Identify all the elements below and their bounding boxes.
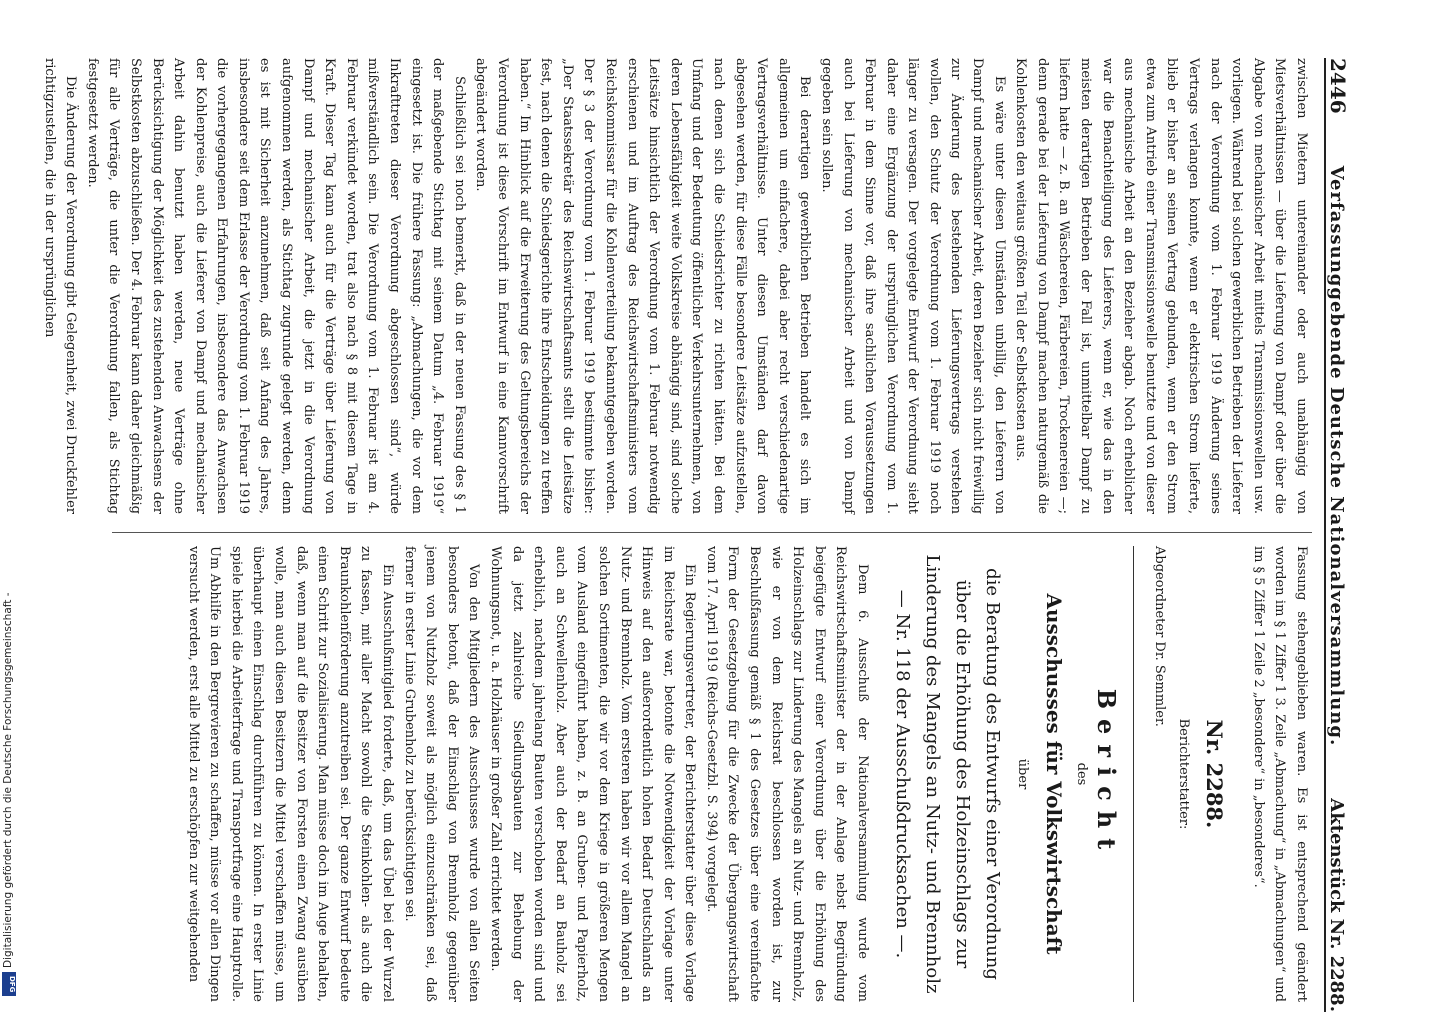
committee-name: Ausschusses für Volkswirtschaft xyxy=(1042,593,1067,955)
paragraph: Bei derartigen gewerblichen Betrieben handelt es sich im allgemeinen um einfachere, dabei aber recht verschiedenartige Vertragsverhältnisse. Unter diesen Umständen darf davon abgesehen werden, für diese Fälle besondere Leitsätze aufzustellen, nach denen sich die Schiedsrichter zu richten hätten. Bei dem Umfang und der Bedeutung öffentlicher Verkehrsunternehmen, von deren Lebensfähigkeit weite Volkskreise abhängig sind, sind solche Leitsätze hinsichtlich der Verordnung vom 1. Februar notwendig erschienen und im Auftrag des Reichswirtschaftsministers vom Reichskommissar für die Kohlenverteilung bekanntgegeben worden. Der § 3 der Verordnung vom 1. Februar 1919 bestimmte bisher: „Der Staatssekretär des Reichswirtschaftsamts stellt die Leitsätze fest, nach denen die Schiedsgerichte ihre Entscheidungen zu treffen haben.“ Im Hinblick auf die Erweiterung des Geltungsbereichs der Verordnung ist diese Vorschrift im Entwurf in eine Kannvorschrift abgeändert worden. xyxy=(473,58,813,514)
page-number: 2446 xyxy=(1326,58,1350,114)
document-reference: Aktenstück Nr. 2288. xyxy=(1326,798,1347,1012)
document-number: Nr. 2288. xyxy=(1202,719,1228,829)
journal-title: Verfassunggebende Deutsche Nationalversammlung. xyxy=(1326,165,1347,747)
funding-notice: Digitalisierung gefördert durch die Deutsche Forschungsgemeinschaft - xyxy=(2,592,14,968)
column-divider xyxy=(112,532,1312,533)
paragraph: Von den Mitgliedern des Ausschusses wurde von allen Seiten besonders betont, daß der Einschlag von Brennholz gegenüber jenem von Nutzholz soweit als möglich einzuschränken sei, daß ferner in erster Linie Grubenholz zu berücksichtigen sei. xyxy=(401,546,482,1002)
paragraph: Dem 6. Ausschuß der Nationalversammlung wurde vom Reichswirtschaftsminister der in der Anlage nebst Begründung beigefügte Entwurf einer Verordnung über die Erhöhung des Holzeinschlags zur Linderung des Mangels an Nutz- und Brennholz, wie er von dem Reichsrat beschlossen worden ist, zur Beschlußfassung gemäß § 1 des Gesetzes über eine vereinfachte Form der Gesetzgebung für die Zwecke der Übergangswirtschaft vom 17. April 1919 (Reichs-Gesetzbl. S. 394) vorgelegt. xyxy=(703,546,871,1002)
paragraph: Die Änderung der Verordnung gibt Gelegenheit, zwei Druckfehler richtigzustellen, die in der ursprünglichen xyxy=(41,58,79,514)
reporter-label: Berichterstatter: xyxy=(1175,718,1191,830)
left-column xyxy=(38,58,1312,514)
report-subject: die Beratung des Entwurfs einer Verordnung über die Erhöhung des Holzeinschlags zur Linderung des Mangels an Nutz- und Brennholz — Nr. 118 der Ausschußdrucksachen —. xyxy=(892,554,1004,994)
reporter-name: Abgeordneter Dr. Semmler. xyxy=(1152,546,1168,727)
paragraph: Fassung stehengeblieben waren. Es ist entsprechend geändert worden im § 1 Ziffer 1 3. Zeile „Abmachung“ in „Abmachungen“ und im § 5 Ziffer 1 Zeile 2 „besondere“ in „besonderes“. xyxy=(1250,546,1309,1002)
paragraph: Schließlich sei noch bemerkt, daß in der neuen Fassung des § 1 der maßgebende Stichtag mit seinem Datum „4. Februar 1919“ eingesetzt ist. Die frühere Fassung: „Abmachungen, die vor dem Inkrafttreten dieser Verordnung abgeschlossen sind“, würde mißverständlich sein. Die Verordnung vom 1. Februar ist am 4. Februar verkündet worden, trat also nach § 8 mit diesem Tage in Kraft. Dieser Tag kann auch für die Verträge über Lieferung von Dampf und mechanischer Arbeit, die jetzt in die Verordnung aufgenommen werden, als Stichtag zugrunde gelegt werden, denn es ist mit Sicherheit anzunehmen, daß seit Anfang des Jahres, insbesondere seit dem Erlasse der Verordnung vom 1. Februar 1919 die vorhergegangenen Erfahrungen, insbesondere das Anwachsen der Kohlenpreise, auch die Lieferer von Dampf und mechanischer Arbeit dahin benutzt haben werden, neue Verträge ohne Berücksichtigung der Möglichkeit des zustehenden Anwachsens der Selbstkosten abzuschließen. Der 4. Februar kann daher gleichmäßig für alle Verträge, die unter die Verordnung fallen, als Stichtag festgesetzt werden. xyxy=(84,58,467,514)
paragraph: zwischen Mietern untereinander oder auch unabhängig von Mietsverhältnissen — über die Lieferung von Dampf oder über die Abgabe von mechanischer Arbeit mittels Transmissionswellen usw. vorliegen. Während bei solchen gewerblichen Betrieben der Lieferer nach der Verordnung vom 1. Februar 1919 Änderung seines Vertrags verlangen konnte, wenn er elektrischen Strom lieferte, blieb er bisher an seinen Vertrag gebunden, wenn er den Strom etwa zum Antrieb einer Transmissionswelle benutzte und von dieser aus mechanische Arbeit an den Bezieher abgab. Noch erheblicher war die Benachteiligung des Lieferers, wenn er, wie das in den meisten derartigen Betrieben der Fall ist, unmittelbar Dampf zu liefern hatte — z. B. an Wäschereien, Färbereien, Trockenereien —; denn gerade bei der Lieferung von Dampf machen naturgemäß die Kohlenkosten den weitaus größten Teil der Selbstkosten aus. xyxy=(1013,58,1309,514)
ueber-label: über xyxy=(1014,758,1030,790)
des-label: des xyxy=(1073,762,1089,786)
digitization-strip xyxy=(0,0,18,1000)
dfg-logo: DFG xyxy=(2,972,16,996)
paragraph: Ein Regierungsvertreter, der Berichterstatter über diese Vorlage im Reichsrate war, betonte die Notwendigkeit der Vorlage unter Hinweis auf den außerordentlich hohen Bedarf Deutschlands an Nutz- und Brennholz. Vom ersteren haben wir vor allem Mangel an solchen Sortimenten, die wir vor dem Kriege in größeren Mengen vom Ausland eingeführt haben, z. B. an Gruben- und Papierholz, auch an Schwellenholz. Aber auch der Bedarf an Bauholz sei erheblich, nachdem jahrelang Bauten verschoben worden sind und da jetzt zahlreiche Siedlungsbauten zur Behebung der Wohnungsnot, u. a. Holzhäuser in großer Zahl errichtet werden. xyxy=(487,546,698,1002)
scanned-page xyxy=(41,58,1360,1012)
divider xyxy=(1133,546,1134,1002)
right-column xyxy=(182,546,1312,1002)
report-title: Bericht xyxy=(1092,688,1122,860)
paragraph: Es wäre unter diesen Umständen unbillig, den Lieferern von Dampf und mechanischer Arbeit, deren Bezieher sich nicht freiwillig zur Änderung des bestehenden Lieferungsvertrags verstehen wollen, den Schutz der Verordnung vom 1. Februar 1919 noch länger zu versagen. Der vorgelegte Entwurf der Verordnung sieht daher eine Ergänzung der ursprünglichen Verordnung vom 1. Februar in dem Sinne vor, daß ihre sachlichen Voraussetzungen auch bei Lieferung von mechanischer Arbeit und von Dampf gegeben sein sollen. xyxy=(818,58,1007,514)
page-header xyxy=(1324,58,1360,1012)
paragraph: Ein Ausschußmitglied forderte, daß, um das Übel bei der Wurzel zu fassen, mit aller Macht sowohl die Steinkohlen- als auch die Braunkohlenförderung anzutreiben sei. Der ganze Entwurf bedeute einen Schritt zur Sozialisierung. Man müsse doch im Auge behalten, daß, wenn man auf die Besitzer von Forsten einen Zwang ausüben wolle, man auch diesen Besitzern die Mittel verschaffen müsse, um überhaupt einen Einschlag durchführen zu können. In erster Linie spiele hierbei die Arbeiterfrage und Transportfrage eine Hauptrolle. Um Abhilfe in den Bergrevieren zu schaffen, müsse vor allen Dingen versucht werden, erst alle Mittel zu erschöpfen zur weitgehenden xyxy=(185,546,395,1002)
